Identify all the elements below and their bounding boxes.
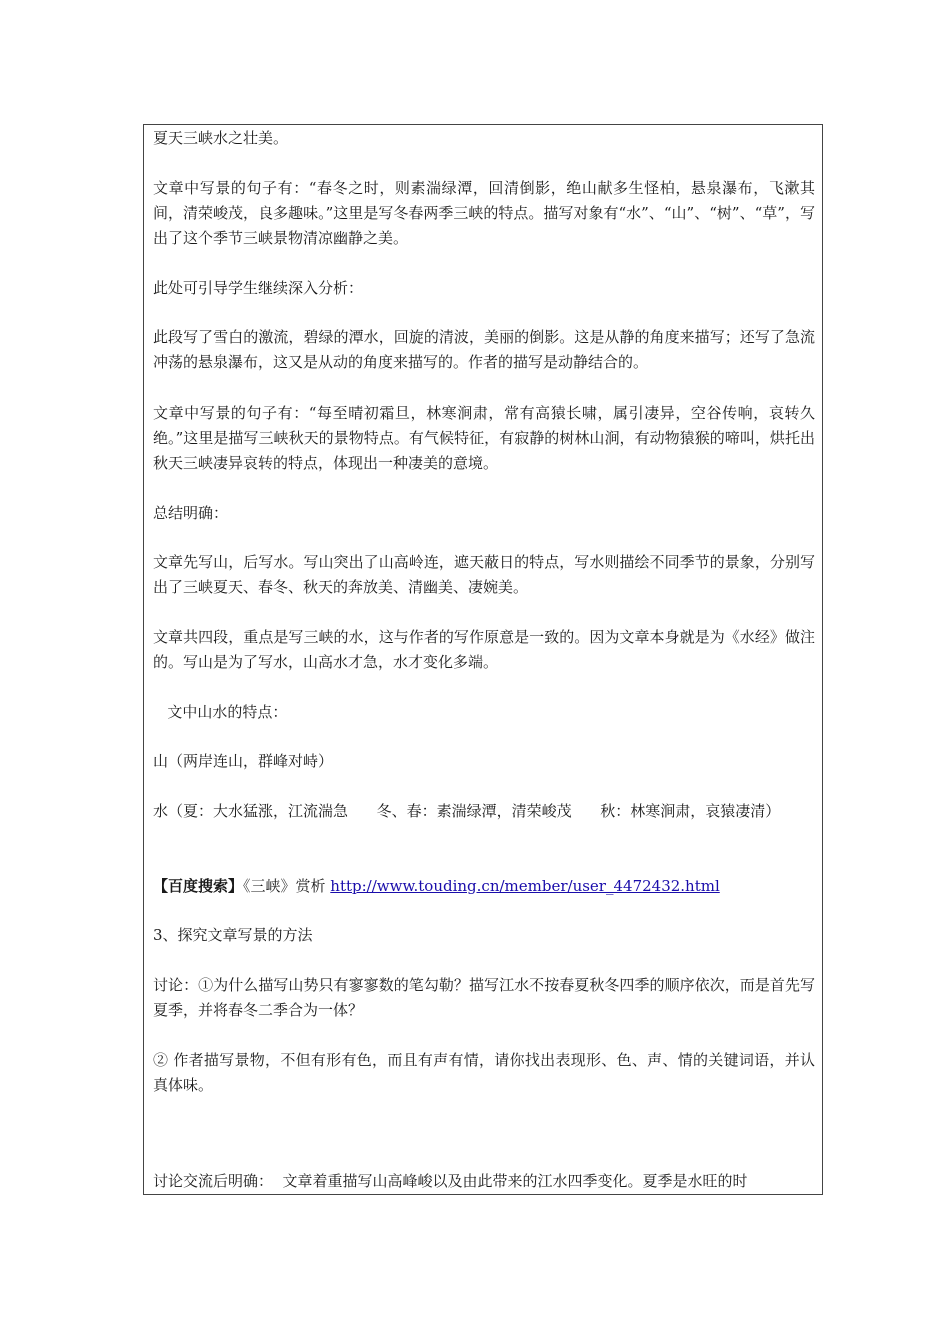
- paragraph-autumn: 文章中写景的句子有：“每至晴初霜旦，林寒涧肃，常有高猿长啸，属引凄异，空谷传响，哀转久绝。”这里是描写三峡秋天的景物特点。有气候特征，有寂静的树林山涧，有动物猿猴的啼叫，烘托出秋天三峡凄异哀转的特点，体现出一种凄美的意境。: [153, 404, 815, 472]
- paragraph-spring-winter: 文章中写景的句子有：“春冬之时，则素湍绿潭，回清倒影，绝山献多生怪柏，悬泉瀑布，飞漱其间，清荣峻茂，良多趣味。”这里是写冬春两季三峡的特点。描写对象有“水”、“山”、“树”、“草”，写出了这个季节三峡景物清凉幽静之美。: [153, 179, 815, 247]
- paragraph-summary-heading: 总结明确：: [153, 504, 229, 522]
- paragraph-summer-water: 夏天三峡水之壮美。: [153, 129, 289, 147]
- paragraph-features-heading: 文中山水的特点：: [153, 703, 288, 721]
- paragraph-four-sections: 文章共四段，重点是写三峡的水，这与作者的写作原意是一致的。因为文章本身就是为《水经》做注的。写山是为了写水，山高水才急，水才变化多端。: [153, 628, 815, 671]
- paragraph-discussion-conclusion: 讨论交流后明确： 文章着重描写山高峰峻以及由此带来的江水四季变化。夏季是水旺的时: [153, 1172, 748, 1190]
- search-line: [153, 874, 815, 899]
- search-bracket-label: 【百度搜索】: [153, 877, 244, 895]
- paragraph-water-features: 水（夏：大水猛涨，江流湍急 冬、春：素湍绿潭，清荣峻茂 秋：林寒涧肃，哀猿凄清）: [153, 802, 781, 820]
- paragraph-mountain-then-water: 文章先写山，后写水。写山突出了山高岭连，遮天蔽日的特点，写水则描绘不同季节的景象，分别写出了三峡夏天、春冬、秋天的奔放美、清幽美、凄婉美。: [153, 553, 815, 596]
- paragraph-guide-analysis: 此处可引导学生继续深入分析：: [153, 279, 364, 297]
- search-title: 《三峡》赏析: [243, 877, 331, 895]
- paragraph-discussion-1: 讨论：①为什么描写山势只有寥寥数的笔勾勒？描写江水不按春夏秋冬四季的顺序依次，而是首先写夏季，并将春冬二季合为一体？: [153, 976, 815, 1019]
- paragraph-static-dynamic: 此段写了雪白的激流，碧绿的潭水，回旋的清波，美丽的倒影。这是从静的角度来描写；还写了急流冲荡的悬泉瀑布，这又是从动的角度来描写的。作者的描写是动静结合的。: [153, 328, 815, 371]
- search-url-link[interactable]: http://www.touding.cn/member/user_4472432.html: [330, 877, 720, 895]
- table-cell-frame: [143, 124, 823, 1195]
- section-heading-method: 3、探究文章写景的方法: [153, 926, 313, 944]
- paragraph-discussion-2: ② 作者描写景物，不但有形有色，而且有声有情，请你找出表现形、色、声、情的关键词语，并认真体味。: [153, 1051, 815, 1094]
- paragraph-mountain-features: 山（两岸连山，群峰对峙）: [153, 752, 334, 770]
